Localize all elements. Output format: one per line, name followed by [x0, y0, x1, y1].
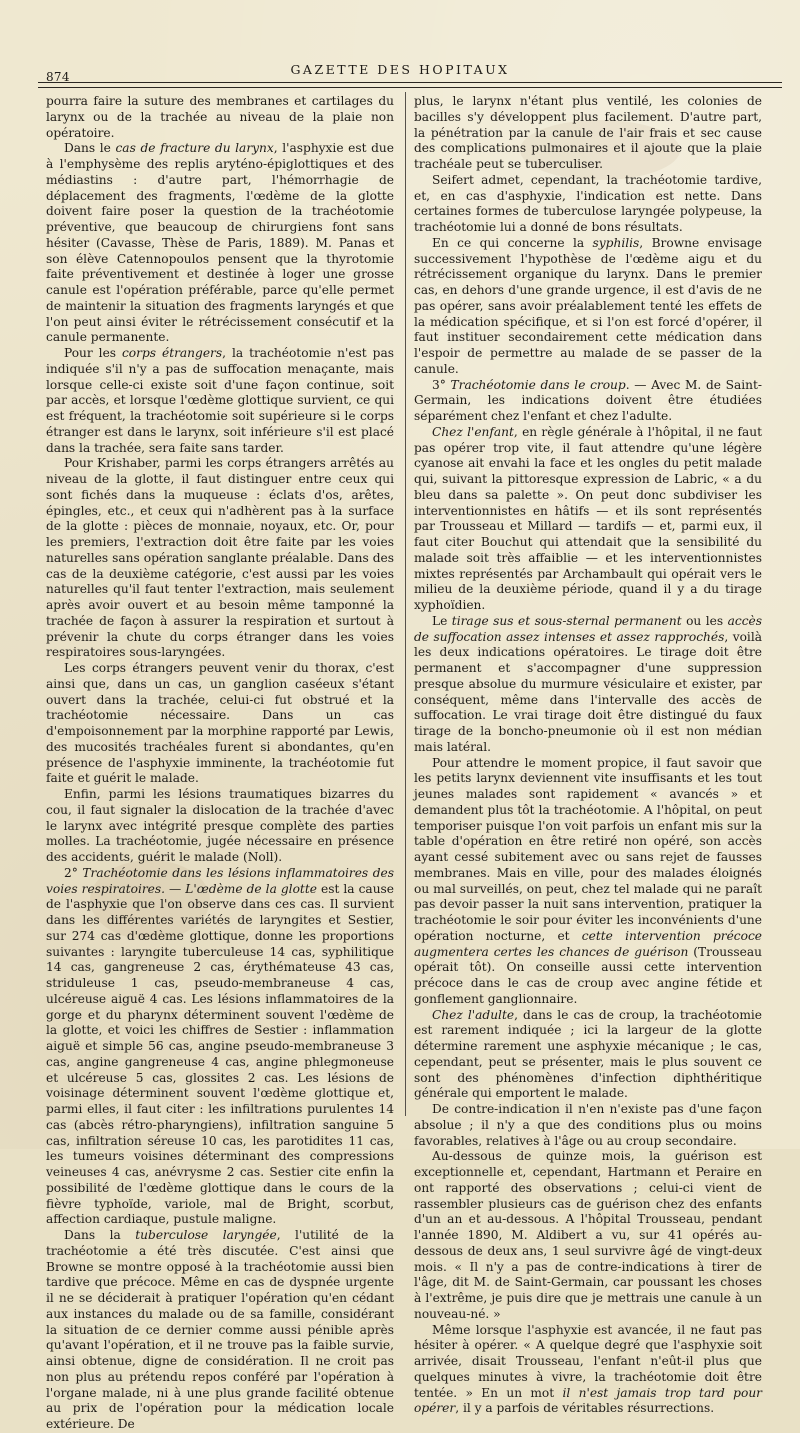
running-title: GAZETTE DES HOPITAUX — [290, 62, 510, 77]
paragraph: Chez l'adulte, dans le cas de croup, la trachéotomie est rarement indiquée ; ici la largeur de la glotte détermine rarement une asphyxie mécanique ; le cas, cependant, peut se présenter, mais le plus souvent ce sont des phénomènes d'infection diphthéritique générale qui emportent le malade. — [414, 1007, 762, 1101]
header-rule-thin — [38, 87, 782, 88]
section-paragraph: 3° Trachéotomie dans le croup. — Avec M. de Saint-Germain, les indications doivent être étudiées séparément chez l'enfant et chez l'adulte. — [414, 377, 762, 423]
paragraph: Au-dessous de quinze mois, la guérison est exceptionnelle et, cependant, Hartmann et Peraire en ont rapporté des observations ; celui-ci vient de rassembler plusieurs cas de guérison chez des enfants d'un an et au-dessous. A l'hôpital Trousseau, pendant l'année 1890, M. Aldibert a vu, sur 41 opérés au-dessous de deux ans, 1 seul survivre âgé de vingt-deux mois. « Il n'y a pas de contre-indications à tirer de l'âge, dit M. de Saint-Germain, car poussant les choses à l'extrême, je puis dire que je mettrais une canule à un nouveau-né. » — [414, 1149, 762, 1321]
paragraph: Le tirage sus et sous-sternal permanent ou les accès de suffocation assez intenses et assez rapprochés, voilà les deux indications opératoires. Le tirage doit être permanent et s'accompagner d'une suppression presque absolue du murmure vésiculaire et exister, par conséquent, même dans l'intervalle des accès de suffocation. Le vrai tirage doit être distingué du faux tirage de la boncho-pneumonie où il est non médian mais latéral. — [414, 613, 762, 754]
paragraph: Les corps étrangers peuvent venir du thorax, c'est ainsi que, dans un cas, un ganglion caséeux s'étant ouvert dans la trachée, celui-ci fut obstrué et la trachéotomie nécessaire. Dans un cas d'empoisonnement par la morphine rapporté par Lewis, des mucosités trachéales furent si abondantes, qu'en présence de l'asphyxie imminente, la trachéotomie fut faite et guérit le malade. — [46, 661, 394, 786]
section-paragraph: 2° Trachéotomie dans les lésions inflammatoires des voies respiratoires. — L'œdème de la glotte est la cause de l'asphyxie que l'on observe dans ces cas. Il survient dans les différentes variétés de laryngites et Sestier, sur 274 cas d'œdème glottique, donne les proportions suivantes : laryngite tuberculeuse 14 cas, syphilitique 14 cas, gangreneuse 2 cas, érythémateuse 43 cas, striduleuse 1 cas, pseudo-membraneuse 4 cas, ulcéreuse aiguë 4 cas. Les lésions inflammatoires de la gorge et du pharynx déterminent souvent l'œdème de la glotte, et voici les chiffres de Sestier : inflammation aiguë et simple 56 cas, angine pseudo-membraneuse 3 cas, angine gangreneuse 4 cas, angine phlegmoneuse et ulcéreuse 5 cas, glossites 2 cas. Les lésions de voisinage déterminent souvent l'œdème glottique et, parmi elles, il faut citer : les infiltrations purulentes 14 cas (abcès rétro-pharyngiens), infiltration sanguine 5 cas, infiltration séreuse 10 cas, les parotidites 11 cas, les tumeurs voisines déterminant des compressions veineuses 4 cas, anévrysme 2 cas. Sestier cite enfin la possibilité de l'œdème glottique dans le cours de la fièvre typhoïde, variole, mal de Bright, scorbut, affection cardiaque, pustule maligne. — [46, 865, 395, 1227]
paragraph: pourra faire la suture des membranes et cartilages du larynx ou de la trachée au niveau de la plaie non opératoire. — [46, 94, 394, 140]
paragraph: De contre-indication il n'en n'existe pas d'une façon absolue ; il n'y a que des conditions plus ou moins favorables, relatives à l'âge ou au croup secondaire. — [414, 1102, 762, 1148]
paragraph: Pour Krishaber, parmi les corps étrangers arrêtés au niveau de la glotte, il faut distinguer entre ceux qui sont fichés dans la muqueuse : éclats d'os, arêtes, épingles, etc., et ceux qui n'adhèrent pas à la surface de la glotte : pièces de monnaie, noyaux, etc. Or, pour les premiers, l'extraction doit être faite par les voies naturelles sans opération sanglante préalable. Dans des cas de la deuxième catégorie, c'est aussi par les voies naturelles qu'il faut tenter l'extraction, mais seulement après avoir ouvert et au besoin même tamponné la trachée de façon à assurer la respiration et surtout à prévenir la chute du corps étranger dans les voies respiratoires sous-laryngées. — [46, 456, 394, 660]
header-rule — [38, 82, 782, 83]
right-column — [414, 94, 762, 1416]
paragraph: En ce qui concerne la syphilis, Browne envisage successivement l'hypothèse de l'œdème aigu et du rétrécissement organique du larynx. Dans le premier cas, en dehors d'une grande urgence, il est d'avis de ne pas opérer, sans avoir préalablement tenté les effets de la médication spécifique, et si l'on est forcé d'opérer, il faut instituer secondairement cette médication dans l'espoir de permettre au malade de se passer de la canule. — [414, 235, 762, 376]
column-divider — [405, 92, 406, 1116]
page-number: 874 — [46, 70, 70, 84]
paragraph: Même lorsque l'asphyxie est avancée, il ne faut pas hésiter à opérer. « A quelque degré que l'asphyxie soit arrivée, disait Trousseau, l'enfant n'eût-il plus que quelques minutes à vivre, la trachéotomie doit être tentée. » En un mot il n'est jamais trop tard pour opérer, il y a parfois de véritables résurrections. — [414, 1322, 762, 1416]
left-column — [46, 94, 395, 1431]
paragraph: Enfin, parmi les lésions traumatiques bizarres du cou, il faut signaler la dislocation de la trachée d'avec le larynx avec intégrité presque complète des parties molles. La trachéotomie, jugée nécessaire en présence des accidents, guérit le malade (Noll). — [46, 787, 394, 864]
paragraph: Seifert admet, cependant, la trachéotomie tardive, et, en cas d'asphyxie, l'indication est nette. Dans certaines formes de tuberculose laryngée polypeuse, la trachéotomie lui a donné de bons résultats. — [414, 172, 762, 234]
paragraph: Dans la tuberculose laryngée, l'utilité de la trachéotomie a été très discutée. C'est ainsi que Browne se montre opposé à la trachéotomie aussi bien tardive que précoce. Même en cas de dyspnée urgente il ne se déciderait à pratiquer l'opération qu'en cédant aux instances du malade ou de sa famille, considérant la situation de ce dernier comme aussi pénible après qu'avant l'opération, et il ne trouve pas la faible survie, ainsi obtenue, digne de considération. Il ne croit pas non plus au prétendu repos conféré par l'opération à l'organe malade, ni à une plus grande facilité obtenue au prix de l'opération pour la médication locale extérieure. De — [46, 1228, 394, 1431]
paragraph: Dans le cas de fracture du larynx, l'asphyxie est due à l'emphysème des replis aryténo-épiglottiques et des médiastins : d'autre part, l'hémorrhagie de déplacement des fragments, l'œdème de la glotte doivent faire poser la question de la trachéotomie préventive, que beaucoup de chirurgiens font sans hésiter (Cavasse, Thèse de Paris, 1889). M. Panas et son élève Catennopoulos pensent que la thyrotomie faite préventivement et destinée à loger une grosse canule est l'opération préférable, parce qu'elle permet de maintenir la situation des fragments laryngés et que l'on peut ainsi éviter le rétrécissement consécutif et la canule permanente. — [46, 141, 394, 345]
paragraph: Chez l'enfant, en règle générale à l'hôpital, il ne faut pas opérer trop vite, il faut attendre qu'une légère cyanose ait envahi la face et les ongles du petit malade qui, suivant la pittoresque expression de Labric, « a du bleu dans sa palette ». On peut donc subdiviser les interventionnistes en hâtifs — et ils sont représentés par Trousseau et Millard — tardifs — et, parmi eux, il faut citer Bouchut qui attendait que la sensibilité du malade soit très affaiblie — et les interventionnistes mixtes représentés par Archambault qui opérait vers le milieu de la deuxième période, quand il y a du tirage xyphoïdien. — [414, 424, 762, 612]
paragraph: Pour attendre le moment propice, il faut savoir que les petits larynx deviennent vite insuffisants et les tout jeunes malades sont rapidement « avancés » et demandent plus tôt la trachéotomie. A l'hôpital, on peut temporiser puisque l'on voit parfois un enfant mis sur la table d'opération en être retiré non opéré, son accès ayant cessé subitement avec ou sans rejet de fausses membranes. Mais en ville, pour des malades éloignés ou mal surveillés, on peut, chez tel malade qui ne paraît pas devoir passer la nuit sans intervention, pratiquer la trachéotomie le soir pour éviter les inconvénients d'une opération nocturne, et cette intervention précoce augmentera certes les chances de guérison (Trousseau opérait tôt). On conseille aussi cette intervention précoce dans le cas de croup avec angine fétide et gonflement ganglionnaire. — [414, 755, 762, 1006]
paragraph: plus, le larynx n'étant plus ventilé, les colonies de bacilles s'y développent plus facilement. D'autre part, la pénétration par la canule de l'air frais et sec cause des complications pulmonaires et il ajoute que la plaie trachéale peut se tuberculiser. — [414, 94, 762, 171]
paragraph: Pour les corps étrangers, la trachéotomie n'est pas indiquée s'il n'y a pas de suffocation menaçante, mais lorsque celle-ci existe soit d'une façon continue, soit par accès, et lorsque l'œdème glottique survient, ce qui est fréquent, la trachéotomie soit supérieure si le corps étranger est dans le larynx, soit inférieure s'il est placé dans la trachée, sera faite sans tarder. — [46, 346, 394, 455]
